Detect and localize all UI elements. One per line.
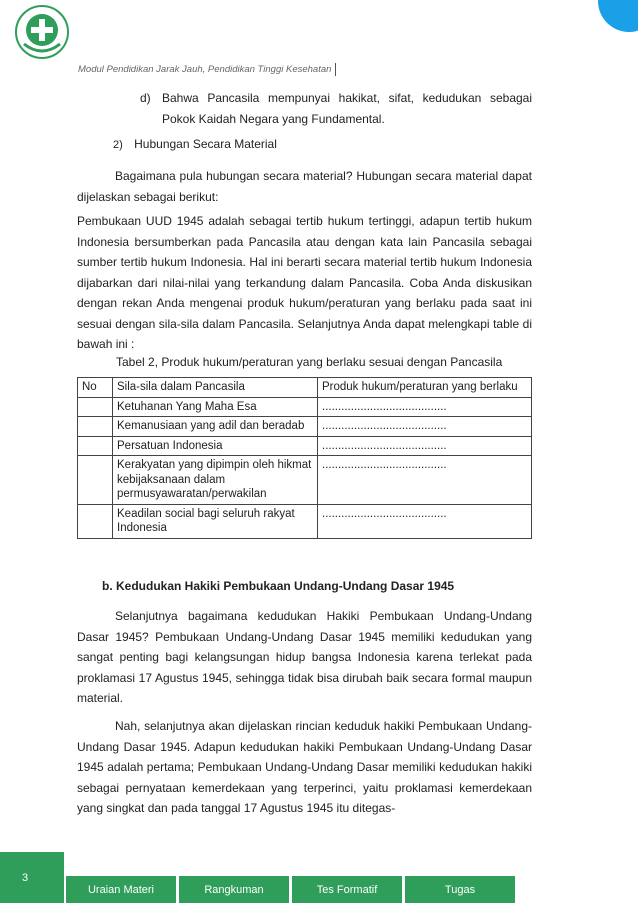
table-cell — [78, 456, 113, 505]
table-cell: ....................................... — [318, 417, 532, 437]
table-cell: ....................................... — [318, 456, 532, 505]
nav-tes-formatif-button[interactable]: Tes Formatif — [292, 876, 402, 903]
paragraph: Pembukaan UUD 1945 adalah sebagai tertib hukum tertinggi, adapun tertib hukum Indonesia bersumberkan pada Pancasila atau dengan kata lain Pancasila sebagai sumber tertib hukum Indonesia. Hal ini berarti secara material tertib hukum Indonesia dijabarkan dari nilai-nilai yang terkandung dalam Pancasila. Coba Anda diskusikan dengan rekan Anda mengenai produk hukum/peraturan yang berlaku pada saat ini sesuai dengan sila-sila dalam Pancasila. Selanjutnya Anda dapat melengkapi table di bawah ini : — [77, 214, 532, 351]
list-marker: 2) — [113, 139, 123, 151]
footer-nav — [66, 876, 515, 903]
table-cell — [78, 504, 113, 538]
product-law-table — [77, 377, 532, 539]
list-item-d — [140, 88, 532, 129]
table-cell — [78, 417, 113, 437]
table-cell: Ketuhanan Yang Maha Esa — [113, 397, 318, 417]
nav-tugas-button[interactable]: Tugas — [405, 876, 515, 903]
table-header: Sila-sila dalam Pancasila — [113, 378, 318, 398]
table-cell: Keadilan social bagi seluruh rakyat Indonesia — [113, 504, 318, 538]
table-row — [78, 397, 532, 417]
page-number: 3 — [22, 872, 29, 884]
nav-uraian-materi-button[interactable]: Uraian Materi — [66, 876, 176, 903]
table-cell: ....................................... — [318, 436, 532, 456]
list-marker: d) — [140, 91, 151, 105]
table-cell: ....................................... — [318, 504, 532, 538]
nav-rangkuman-button[interactable]: Rangkuman — [179, 876, 289, 903]
table-header-row — [78, 378, 532, 398]
table-cell: Kemanusiaan yang adil dan beradab — [113, 417, 318, 437]
table-row — [78, 456, 532, 505]
table-cell — [78, 436, 113, 456]
page-number-box — [0, 852, 64, 903]
paragraph: Selanjutnya bagaimana kedudukan Hakiki Pembukaan Undang-Undang Dasar 1945? Pembukaan Undang-Undang Dasar 1945 memiliki kedudukan yang sangat penting bagi kelangsungan hidup bangsa Indonesia karena terlekat pada proklamasi 17 Agustus 1945, sehingga tidak bisa dirubah baik secara formal maupun material. — [77, 609, 532, 705]
paragraph: Nah, selanjutnya akan dijelaskan rincian keduduk hakiki Pembukaan Undang-Undang Dasar 1945. Adapun kedudukan hakiki Pembukaan Undang-Undang Dasar 1945 adalah pertama; Pembukaan Undang-Undang Dasar memiliki kedudukan hakiki sebagai pernyataan kemerdekaan yang terperinci, yaitu proklamasi kemerdekaan yang singkat dan pada tanggal 17 Agustus 1945 itu ditegas- — [77, 719, 532, 815]
table-cell — [78, 397, 113, 417]
paragraph: Bagaimana pula hubungan secara material? Hubungan secara material dapat dijelaskan sebagai berikut: — [77, 169, 532, 204]
list-item-2 — [113, 137, 277, 151]
table-row — [78, 436, 532, 456]
table-row — [78, 417, 532, 437]
list-text: Hubungan Secara Material — [134, 137, 277, 151]
corner-decoration — [598, 0, 638, 32]
table-header: Produk hukum/peraturan yang berlaku — [318, 378, 532, 398]
section-heading: b. Kedudukan Hakiki Pembukaan Undang-Undang Dasar 1945 — [102, 579, 455, 593]
bakti-husada-logo — [14, 4, 70, 60]
table-row — [78, 504, 532, 538]
module-title: Modul Pendidikan Jarak Jauh, Pendidikan Tinggi Kesehatan — [78, 63, 336, 76]
table-cell: ....................................... — [318, 397, 532, 417]
list-text: Bahwa Pancasila mempunyai hakikat, sifat, kedudukan sebagai Pokok Kaidah Negara yang Fundamental. — [162, 91, 532, 126]
table-cell: Persatuan Indonesia — [113, 436, 318, 456]
table-caption: Tabel 2, Produk hukum/peraturan yang berlaku sesuai dengan Pancasila — [116, 355, 503, 369]
table-header: No — [78, 378, 113, 398]
table-cell: Kerakyatan yang dipimpin oleh hikmat kebijaksanaan dalam permusyawaratan/perwakilan — [113, 456, 318, 505]
